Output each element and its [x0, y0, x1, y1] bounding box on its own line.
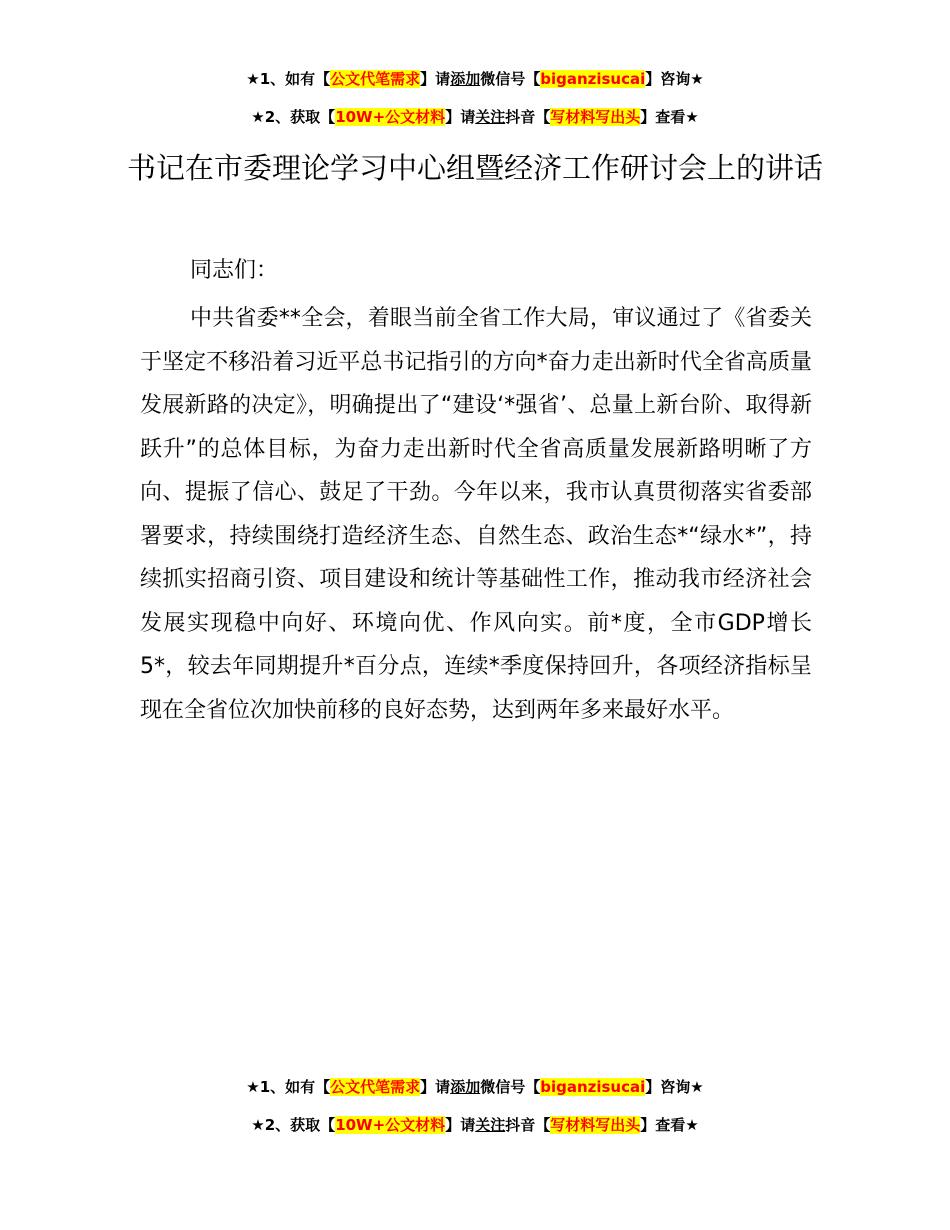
promo-text: 微信号【: [480, 70, 541, 88]
promo-text: 】咨询★: [645, 1078, 704, 1096]
promo-text: 】查看★: [640, 1116, 699, 1134]
promo-underline: 添加: [450, 70, 481, 88]
promo-highlight-douyin: 写材料写出头: [550, 108, 641, 126]
footer-promo-line-1: [0, 1076, 950, 1098]
promo-highlight-wechat-id: biganzisucai: [540, 70, 646, 88]
salutation: 同志们：: [190, 258, 279, 283]
promo-underline: 关注: [475, 1116, 506, 1134]
promo-highlight: 10W+公文材料: [335, 108, 446, 126]
promo-text: 抖音【: [505, 1116, 551, 1134]
header-promo-line-2: [0, 106, 950, 128]
promo-text: 】请: [420, 1078, 451, 1096]
document-title: 书记在市委理论学习中心组暨经济工作研讨会上的讲话: [126, 151, 823, 185]
promo-underline: 关注: [475, 108, 506, 126]
header-promo-line-1: [0, 68, 950, 90]
promo-text: ★2、获取【: [251, 1116, 336, 1134]
promo-highlight: 10W+公文材料: [335, 1116, 446, 1134]
promo-text: 微信号【: [480, 1078, 541, 1096]
promo-highlight-douyin: 写材料写出头: [550, 1116, 641, 1134]
body-paragraph: 中共省委**全会，着眼当前全省工作大局，审议通过了《省委关于坚定不移沿着习近平总书记指引的方向*奋力走出新时代全省高质量发展新路的决定》，明确提出了“建设‘*强省’、总量上新台阶、取得新跃升”的总体目标，为奋力走出新时代全省高质量发展新路明晰了方向、提振了信心、鼓足了干劲。今年以来，我市认真贯彻落实省委部署要求，持续围绕打造经济生态、自然生态、政治生态*“绿水*”，持续抓实招商引资、项目建设和统计等基础性工作，推动我市经济社会发展实现稳中向好、环境向优、作风向实。前*度，全市GDP增长5*，较去年同期提升*百分点，连续*季度保持回升，各项经济指标呈现在全省位次加快前移的良好态势，达到两年多来最好水平。: [140, 306, 812, 723]
promo-text: 】请: [445, 108, 476, 126]
promo-highlight: 公文代笔需求: [330, 1078, 421, 1096]
promo-text: 】请: [445, 1116, 476, 1134]
promo-highlight-wechat-id: biganzisucai: [540, 1078, 646, 1096]
promo-text: 】咨询★: [645, 70, 704, 88]
footer-promo-line-2: [0, 1114, 950, 1136]
promo-text: ★2、获取【: [251, 108, 336, 126]
promo-text: ★1、如有【: [246, 70, 331, 88]
promo-text: 】请: [420, 70, 451, 88]
promo-underline: 添加: [450, 1078, 481, 1096]
promo-highlight: 公文代笔需求: [330, 70, 421, 88]
promo-text: ★1、如有【: [246, 1078, 331, 1096]
promo-text: 抖音【: [505, 108, 551, 126]
promo-text: 】查看★: [640, 108, 699, 126]
